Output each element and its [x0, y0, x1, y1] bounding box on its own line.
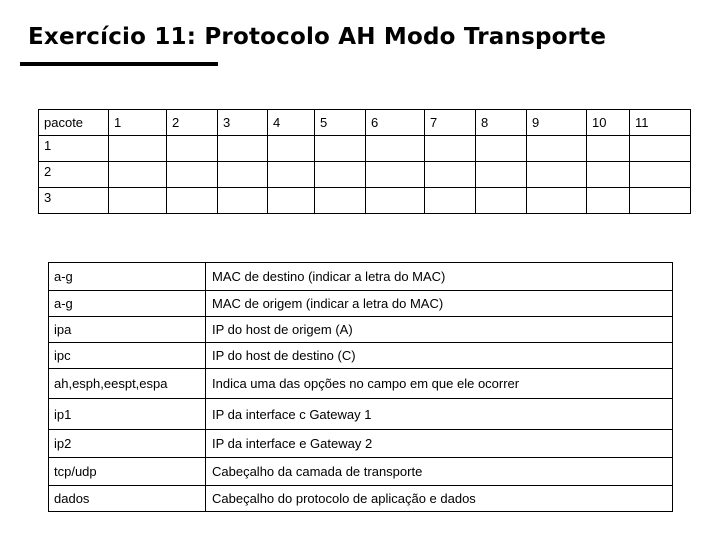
packet-cell: [630, 162, 691, 188]
packet-cell: [109, 162, 167, 188]
packet-cell: [109, 188, 167, 214]
packet-row-2: [39, 162, 691, 188]
legend-description: IP do host de destino (C): [206, 343, 673, 369]
packet-cell: [268, 188, 315, 214]
packet-cell: [218, 136, 268, 162]
packet-cell: [476, 162, 527, 188]
packet-cell: [218, 188, 268, 214]
legend-row: [49, 317, 673, 343]
header-cell-pacote: pacote: [39, 110, 109, 136]
packet-label: 1: [39, 136, 109, 162]
legend-description: MAC de destino (indicar a letra do MAC): [206, 263, 673, 291]
legend-code: dados: [49, 486, 206, 512]
packet-cell: [167, 136, 218, 162]
packet-cell: [476, 188, 527, 214]
packet-cell: [167, 162, 218, 188]
packet-cell: [109, 136, 167, 162]
packet-cell: [587, 188, 630, 214]
packet-row-1: [39, 136, 691, 162]
packet-label: 2: [39, 162, 109, 188]
header-cell-4: 4: [268, 110, 315, 136]
packet-cell: [315, 162, 366, 188]
legend-row: [49, 343, 673, 369]
legend-code: a-g: [49, 291, 206, 317]
packet-cell: [425, 188, 476, 214]
legend-row: [49, 458, 673, 486]
header-cell-9: 9: [527, 110, 587, 136]
page-title: Exercício 11: Protocolo AH Modo Transporte: [28, 24, 607, 50]
legend-code: ipa: [49, 317, 206, 343]
legend-code: ip2: [49, 430, 206, 458]
title-underline: [20, 62, 218, 66]
header-cell-1: 1: [109, 110, 167, 136]
packet-cell: [630, 188, 691, 214]
legend-code: ah,esph,eespt,espa: [49, 369, 206, 399]
legend-code: ip1: [49, 399, 206, 430]
header-cell-10: 10: [587, 110, 630, 136]
legend-row: [49, 430, 673, 458]
packet-row-3: [39, 188, 691, 214]
packet-cell: [425, 136, 476, 162]
packet-cell: [366, 188, 425, 214]
header-cell-6: 6: [366, 110, 425, 136]
packet-label: 3: [39, 188, 109, 214]
header-cell-5: 5: [315, 110, 366, 136]
legend-code: ipc: [49, 343, 206, 369]
packet-cell: [527, 136, 587, 162]
packet-header-row: [39, 110, 691, 136]
packet-cell: [268, 136, 315, 162]
header-cell-2: 2: [167, 110, 218, 136]
header-cell-8: 8: [476, 110, 527, 136]
legend-description: MAC de origem (indicar a letra do MAC): [206, 291, 673, 317]
packet-cell: [315, 136, 366, 162]
packet-cell: [425, 162, 476, 188]
packet-cell: [366, 162, 425, 188]
legend-description: IP da interface e Gateway 2: [206, 430, 673, 458]
legend-description: IP do host de origem (A): [206, 317, 673, 343]
packet-cell: [315, 188, 366, 214]
header-cell-3: 3: [218, 110, 268, 136]
legend-row: [49, 263, 673, 291]
legend-code: tcp/udp: [49, 458, 206, 486]
legend-row: [49, 486, 673, 512]
header-cell-11: 11: [630, 110, 691, 136]
legend-description: Cabeçalho do protocolo de aplicação e dados: [206, 486, 673, 512]
packet-cell: [527, 162, 587, 188]
legend-description: IP da interface c Gateway 1: [206, 399, 673, 430]
packet-cell: [476, 136, 527, 162]
packet-cell: [268, 162, 315, 188]
packet-cell: [587, 162, 630, 188]
legend-row: [49, 369, 673, 399]
packet-cell: [366, 136, 425, 162]
header-cell-7: 7: [425, 110, 476, 136]
packet-cell: [630, 136, 691, 162]
packet-cell: [167, 188, 218, 214]
packet-cell: [218, 162, 268, 188]
legend-row: [49, 399, 673, 430]
legend-row: [49, 291, 673, 317]
legend-code: a-g: [49, 263, 206, 291]
packet-table: [38, 109, 691, 214]
packet-cell: [527, 188, 587, 214]
legend-description: Cabeçalho da camada de transporte: [206, 458, 673, 486]
legend-table: [48, 262, 673, 512]
legend-description: Indica uma das opções no campo em que ele ocorrer: [206, 369, 673, 399]
packet-cell: [587, 136, 630, 162]
